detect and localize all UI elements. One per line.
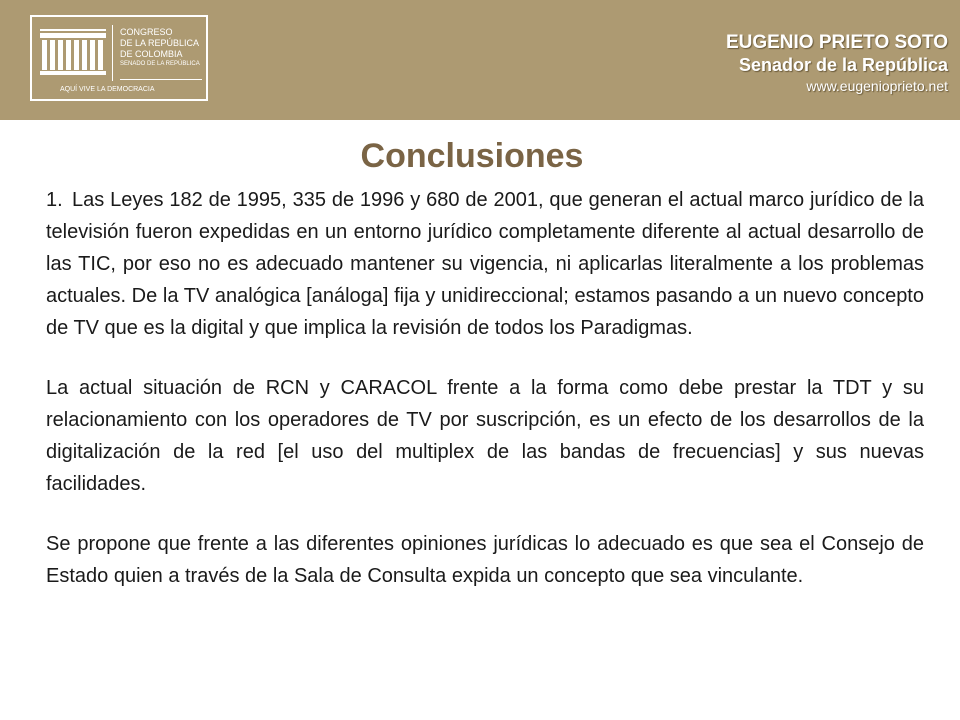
senator-role: Senador de la República [738, 55, 948, 75]
congress-logo [30, 15, 208, 101]
conclusion-paragraph-3: Se propone que frente a las diferentes opiniones jurídicas lo adecuado es que sea el Consejo de Estado quien a través de la Sala de Consulta expida un concepto que sea vinculante. [46, 533, 924, 587]
slide-body [46, 184, 924, 592]
capitol-building-icon [38, 27, 108, 79]
logo-divider [112, 25, 113, 81]
paragraph-text: Las Leyes 182 de 1995, 335 de 1996 y 680 de 2001, que generan el actual marco jurídico de la televisión fueron expedidas en un entorno jurídico completamente diferente al actual desarrollo de las TIC, por eso no es adecuado mantener su vigencia, ni aplicarlas literalmente a los problemas actuales. De la TV analógica [análoga] fija y unidireccional; estamos pasando a un nuevo concepto de TV que es la digital y que implica la revisión de todos los Paradigmas. [46, 189, 924, 339]
logo-underline [120, 79, 202, 80]
conclusion-paragraph-1 [46, 184, 924, 344]
congress-line-1: CONGRESO [120, 27, 173, 37]
logo-motto: AQUÍ VIVE LA DEMOCRACIA [60, 86, 155, 93]
senator-name: EUGENIO PRIETO SOTO [725, 32, 948, 53]
senator-block [726, 32, 948, 96]
header-banner [0, 0, 960, 120]
senator-website[interactable]: www.eugenioprieto.net [806, 78, 948, 94]
congress-line-2: DE LA REPÚBLICA [120, 38, 200, 48]
congress-line-3: DE COLOMBIA [120, 49, 183, 59]
senate-line: SENADO DE LA REPÚBLICA [120, 61, 200, 67]
list-number: 1. [46, 189, 63, 211]
slide-title: Conclusiones [360, 137, 584, 175]
conclusion-paragraph-2: La actual situación de RCN y CARACOL frente a la forma como debe prestar la TDT y su relacionamiento con los operadores de TV por suscripción, es un efecto de los desarrollos de la digitalización de la red [el uso del multiplex de las bandas de frecuencias] y sus nuevas facilidades. [46, 377, 924, 495]
congress-name [120, 27, 200, 69]
